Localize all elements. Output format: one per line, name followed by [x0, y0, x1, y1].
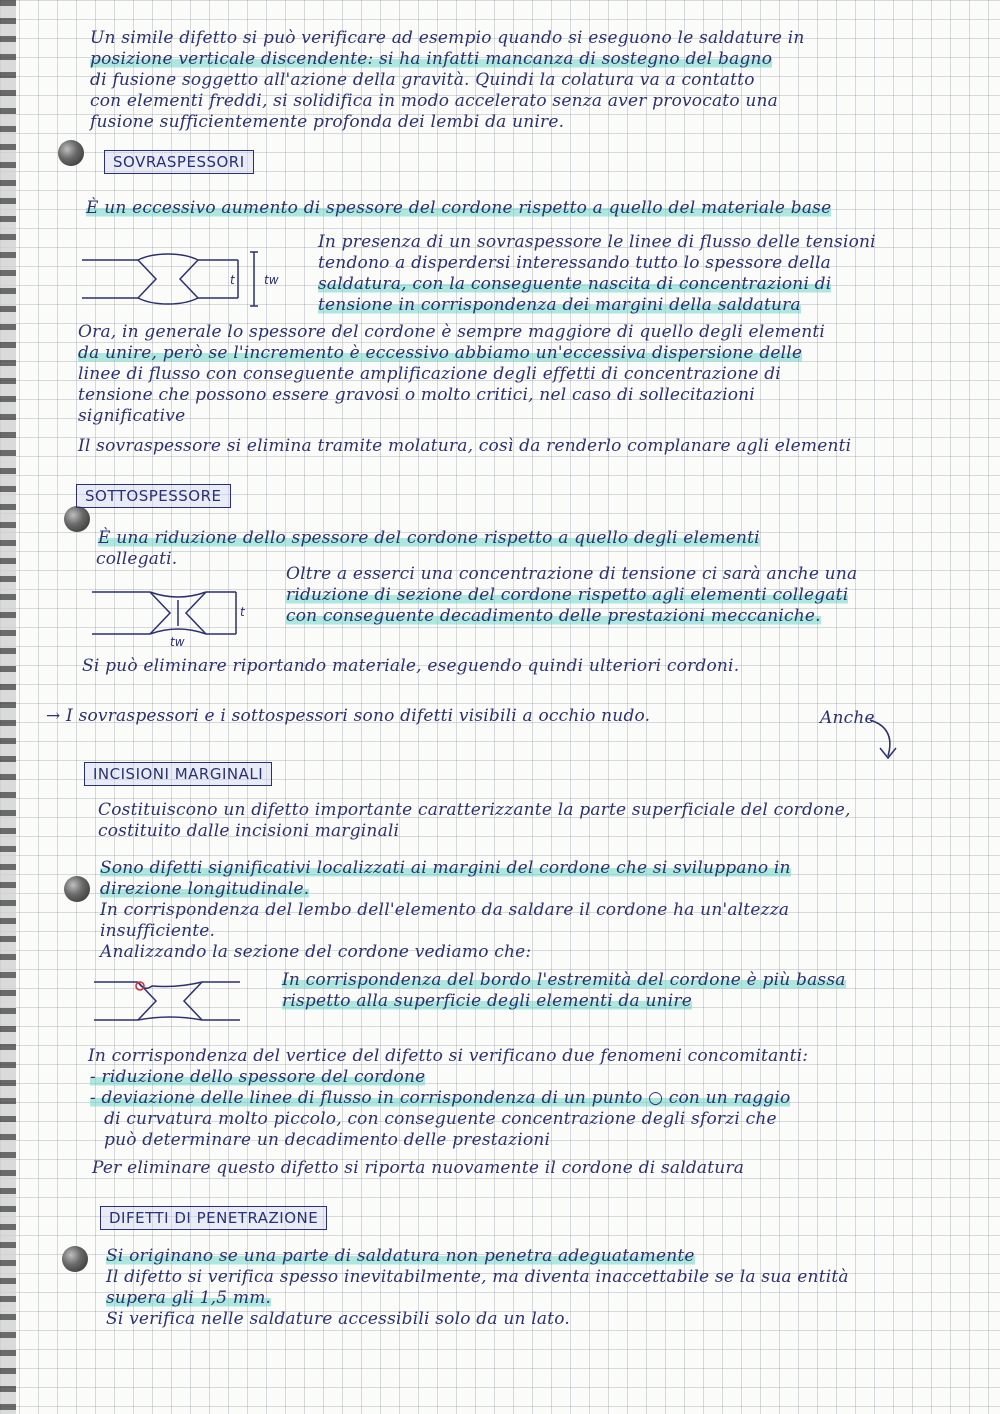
body-text: direzione longitudinale.: [100, 879, 310, 899]
sottospessore-removal: Si può eliminare riportando materiale, eseguendo quindi ulteriori cordoni.: [82, 656, 740, 676]
sovraspessori-removal: Il sovraspessore si elimina tramite molatura, così da renderlo complanare agli elementi: [78, 436, 852, 456]
definition-text: È una riduzione dello spessore del cordone rispetto a quello degli elementi: [98, 528, 760, 548]
side-text: rispetto alla superficie degli elementi da unire: [282, 991, 692, 1011]
sovraspessori-definition: [86, 198, 831, 218]
sovraspessori-body-line: significative: [78, 406, 186, 426]
body-text: da unire, però se l'incremento è eccessivo abbiamo un'eccessiva dispersione delle: [78, 343, 803, 363]
penetrazione-text: Si originano se una parte di saldatura non penetra adeguatamente: [106, 1246, 695, 1266]
incisioni-vertex-line: [90, 1088, 790, 1108]
sovraspessori-side-line: [318, 295, 801, 315]
sottospessore-side-line: [286, 585, 848, 605]
penetrazione-line: Il difetto si verifica spesso inevitabilmente, ma diventa inaccettabile se la sua entità: [106, 1267, 849, 1287]
body-text: Sono difetti significativi localizzati ai margini del cordone che si sviluppano in: [100, 858, 791, 878]
incisioni-body-line: insufficiente.: [100, 921, 216, 941]
incisioni-intro-line: costituito dalle incisioni marginali: [98, 821, 400, 841]
incisioni-side-line: [282, 970, 846, 990]
incisioni-side-line: [282, 991, 692, 1011]
side-text: con conseguente decadimento delle prestazioni meccaniche.: [286, 606, 821, 626]
side-text: saldatura, con la conseguente nascita di concentrazioni di: [318, 274, 832, 294]
section-heading-incisioni: INCISIONI MARGINALI: [84, 762, 272, 786]
spiral-binding: [0, 0, 16, 1414]
sottospessore-definition: [98, 528, 760, 548]
sottospessore-definition: collegati.: [96, 549, 178, 569]
intro-line: [90, 49, 772, 69]
visibility-note-tail: Anche: [820, 708, 875, 728]
vertex-text: - deviazione delle linee di flusso in corrispondenza di un punto ○ con un raggio: [90, 1088, 791, 1108]
penetrazione-text: supera gli 1,5 mm.: [106, 1288, 272, 1308]
incisioni-removal: Per eliminare questo difetto si riporta nuovamente il cordone di saldatura: [92, 1158, 745, 1178]
incisioni-intro-line: Costituiscono un difetto importante caratterizzante la parte superficiale del cordone,: [98, 800, 851, 820]
definition-text: È un eccessivo aumento di spessore del cordone rispetto a quello del materiale base: [86, 198, 832, 218]
sottospessore-diagram: [88, 584, 268, 654]
incisioni-vertex-line: di curvatura molto piccolo, con conseguente concentrazione degli sforzi che: [104, 1109, 777, 1129]
sovraspessori-body-line: linee di flusso con conseguente amplificazione degli effetti di concentrazione di: [78, 364, 781, 384]
section-heading-penetrazione: DIFETTI DI PENETRAZIONE: [100, 1206, 327, 1230]
fig-label-tw: tw: [170, 635, 185, 649]
intro-line-text: posizione verticale discendente: si ha infatti mancanza di sostegno del bagno: [90, 49, 773, 69]
incisioni-vertex-line: [90, 1067, 425, 1087]
punch-hole: [58, 140, 84, 166]
incisioni-body-line: Analizzando la sezione del cordone vediamo che:: [100, 942, 532, 962]
side-text: In corrispondenza del bordo l'estremità del cordone è più bassa: [282, 970, 846, 990]
sovraspessori-side-line: In presenza di un sovraspessore le linee di flusso delle tensioni: [318, 232, 876, 252]
intro-line: Un simile difetto si può verificare ad esempio quando si eseguono le saldature in: [90, 28, 805, 48]
penetrazione-line: Si verifica nelle saldature accessibili solo da un lato.: [106, 1309, 570, 1329]
section-heading-sottospessore: SOTTOSPESSORE: [76, 484, 231, 508]
penetrazione-line: [106, 1246, 695, 1266]
punch-hole: [62, 1246, 88, 1272]
sovraspessori-body-line: tensione che possono essere gravosi o molto critici, nel caso di sollecitazioni: [78, 385, 755, 405]
incisioni-vertex-line: può determinare un decadimento delle prestazioni: [104, 1130, 551, 1150]
incisioni-body-line: [100, 858, 791, 878]
intro-line: con elementi freddi, si solidifica in modo accelerato senza aver provocato una: [90, 91, 778, 111]
vertex-text: - riduzione dello spessore del cordone: [90, 1067, 426, 1087]
incisione-diagram: [90, 972, 250, 1032]
arrow-icon: [866, 718, 906, 762]
sovraspessori-body-line: [78, 343, 802, 363]
fig-label-t: t: [230, 273, 235, 287]
side-text: riduzione di sezione del cordone rispetto agli elementi collegati: [286, 585, 849, 605]
penetrazione-line: [106, 1288, 271, 1308]
sovraspessori-side-line: tendono a disperdersi interessando tutto lo spessore della: [318, 253, 832, 273]
intro-line: di fusione soggetto all'azione della gravità. Quindi la colatura va a contatto: [90, 70, 755, 90]
punch-hole: [64, 876, 90, 902]
visibility-note: → I sovraspessori e i sottospessori sono difetti visibili a occhio nudo.: [46, 706, 651, 726]
intro-line: fusione sufficientemente profonda dei lembi da unire.: [90, 112, 565, 132]
punch-hole: [64, 506, 90, 532]
sovraspessore-diagram: [78, 250, 308, 310]
section-heading-sovraspessori: SOVRASPESSORI: [104, 150, 254, 174]
sovraspessori-body-line: Ora, in generale lo spessore del cordone è sempre maggiore di quello degli elementi: [78, 322, 826, 342]
fig-label-tw: tw: [264, 273, 279, 287]
side-text: tensione in corrispondenza dei margini della saldatura: [318, 295, 801, 315]
fig-label-t: t: [240, 605, 245, 619]
sottospessore-side-line: Oltre a esserci una concentrazione di tensione ci sarà anche una: [286, 564, 858, 584]
incisioni-vertex-line: In corrispondenza del vertice del difetto si verificano due fenomeni concomitanti:: [88, 1046, 809, 1066]
sovraspessori-side-line: [318, 274, 831, 294]
sottospessore-side-line: [286, 606, 821, 626]
incisioni-body-line: [100, 879, 309, 899]
incisioni-body-line: In corrispondenza del lembo dell'elemento da saldare il cordone ha un'altezza: [100, 900, 790, 920]
